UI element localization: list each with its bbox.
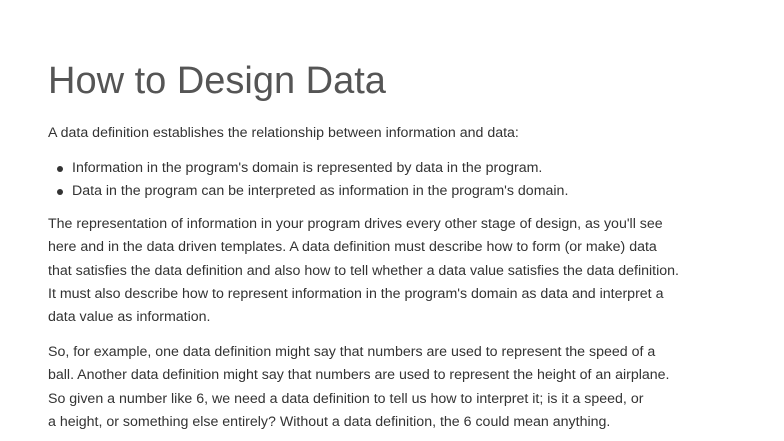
bullet-list — [48, 157, 784, 203]
list-item-text: Data in the program can be interpreted as information in the program's domain. — [72, 183, 569, 200]
example-paragraph — [48, 341, 748, 434]
paragraph-line: data value as information. — [48, 309, 211, 326]
representation-paragraph — [48, 213, 748, 329]
paragraph-line: It must also describe how to represent information in the program's domain as data and interpret a — [48, 285, 664, 302]
bullet-icon — [57, 189, 63, 195]
paragraph-line: a height, or something else entirely? Without a data definition, the 6 could mean anything. — [48, 413, 611, 430]
paragraph-line: So, for example, one data definition might say that numbers are used to represent the speed of a — [48, 344, 656, 361]
list-item — [72, 157, 784, 180]
page-title: How to Design Data — [48, 60, 386, 102]
paragraph-line: So given a number like 6, we need a data definition to tell us how to interpret it; is it a speed, or — [48, 390, 644, 407]
bullet-icon — [57, 166, 63, 172]
list-item-text: Information in the program's domain is represented by data in the program. — [72, 160, 543, 177]
paragraph-line: here and in the data driven templates. A data definition must describe how to form (or make) data — [48, 239, 657, 256]
list-item — [72, 180, 784, 203]
paragraph-line: that satisfies the data definition and also how to tell whether a data value satisfies the data definition. — [48, 262, 679, 279]
paragraph-line: ball. Another data definition might say that numbers are used to represent the height of an airplane. — [48, 367, 670, 384]
intro-paragraph: A data definition establishes the relationship between information and data: — [48, 125, 519, 141]
paragraph-line: The representation of information in your program drives every other stage of design, as you'll see — [48, 216, 663, 233]
